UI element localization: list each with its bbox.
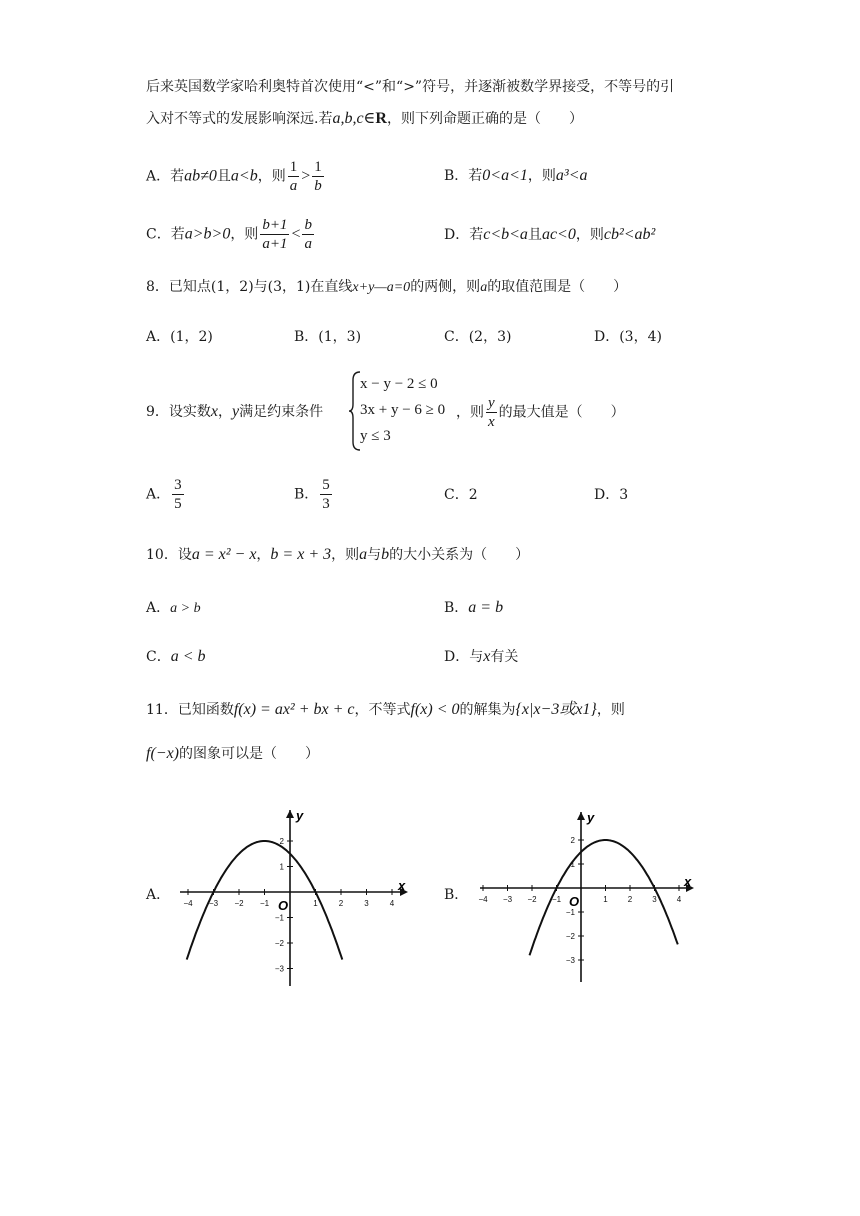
q11-stem: [146, 699, 625, 721]
q11-stem-2: [146, 743, 319, 765]
graph-a-x-tick-label: 2: [338, 899, 344, 908]
graph-a-origin-label: O: [278, 898, 289, 913]
graph-b-x-tick-label: −4: [478, 895, 488, 904]
q7-b-then: ，则: [527, 168, 556, 184]
q10-option-d[interactable]: [444, 646, 518, 668]
q7-option-d[interactable]: [444, 224, 655, 246]
q9-option-a[interactable]: [146, 476, 186, 513]
q7-a-frac2: $\frac{1}{b}$: [314, 159, 322, 194]
q10-option-a[interactable]: [146, 597, 201, 620]
graph-a-x-tick-label: −3: [208, 899, 219, 908]
graph-b-x-tick-label: −3: [502, 895, 513, 904]
q9-option-c[interactable]: C．2: [444, 487, 478, 503]
q7-c-frac1: $\frac{b+1}{a+1}$: [262, 217, 288, 252]
q7-a-gt: >: [301, 167, 311, 185]
q7-a-cond: ab≠0: [184, 167, 217, 185]
q7-d-label: D．若: [444, 227, 484, 243]
q8-stem: [146, 276, 627, 299]
q11-option-b-label[interactable]: B．: [444, 887, 469, 903]
q11-text-b: ，不等式: [354, 702, 411, 718]
q8-number: 8．已知点: [146, 279, 211, 295]
graph-b-x-tick-label: 3: [652, 895, 657, 904]
q8-option-a[interactable]: A．(1，2): [146, 329, 213, 345]
q10-var-b: b: [381, 546, 390, 563]
q11-graph-a[interactable]: [176, 806, 410, 990]
graph-a-y-arrow-icon: [286, 810, 294, 818]
q11-graph-b[interactable]: [476, 808, 696, 984]
q9-constraint-1: x − y − 2 ≤ 0: [360, 376, 438, 392]
q7-a-frac1: $\frac{1}{a}$: [289, 159, 298, 194]
graph-b-x-tick-label: 2: [627, 895, 633, 904]
q10-d-math: x: [483, 648, 491, 665]
q7-option-c[interactable]: [146, 216, 316, 253]
q10-option-c[interactable]: [146, 646, 206, 668]
q8-var-a: a: [480, 280, 488, 295]
q7-c-cond: a>b>0: [184, 225, 231, 243]
q7-d-then: ，则: [575, 227, 604, 243]
graph-a-y-label: y: [296, 808, 304, 823]
q8-option-b[interactable]: B．(1，3): [294, 329, 362, 345]
q7-d-and: 且: [527, 227, 542, 243]
q9-option-b[interactable]: [294, 476, 334, 513]
graph-a-x-label: x: [398, 878, 406, 893]
q7-c-label: C．若: [146, 226, 185, 243]
q9-var-y: y: [232, 403, 240, 420]
q8-line-eq: x+y—a=0: [352, 280, 411, 295]
q10-d-tail: 有关: [490, 649, 519, 665]
q7-a-label: A．若: [146, 168, 185, 185]
q10-number: 10．设: [146, 547, 192, 563]
graph-b-x-tick-label: −1: [551, 895, 562, 904]
graph-b-x-tick-label: −2: [527, 895, 537, 904]
q10-eq-a: a = x² − x: [191, 546, 257, 563]
intro-math: a,b,c∈: [332, 110, 376, 127]
graph-a-x-tick-label: 3: [364, 899, 369, 908]
graph-a-x-tick-label: 4: [389, 899, 395, 908]
q7-c-frac2: $\frac{b}{a}$: [304, 217, 312, 252]
q11-ineq: f(x) < 0: [410, 701, 460, 718]
q9-constraint-2: 3x + y − 6 ≥ 0: [360, 402, 446, 418]
q8-text-c: 的两侧，则: [410, 279, 481, 295]
q7-b-cond: 0<a<1: [482, 167, 528, 184]
intro-reals: R: [375, 110, 387, 127]
q9-a-label: A．: [146, 486, 171, 503]
q7-b-result: a³<a: [555, 167, 588, 184]
graph-a-x-tick-label: −2: [234, 899, 244, 908]
q9-constraints: [360, 371, 445, 449]
graph-b-y-tick-label: −3: [565, 956, 575, 965]
q7-a-then: ，则: [257, 168, 286, 185]
q11-neg-func: f(−x): [146, 745, 179, 762]
q7-b-label: B．若: [444, 168, 483, 184]
graph-b-x-tick-label: 1: [603, 895, 608, 904]
intro-text-2a: 入对不等式的发展影响深远.若: [146, 111, 333, 127]
q10-stem: [146, 544, 529, 566]
q10-option-b[interactable]: [444, 597, 503, 619]
graph-b-x-label: x: [684, 874, 692, 889]
q10-b-label: B．: [444, 600, 469, 616]
q10-text-b: ，则: [331, 547, 360, 563]
q8-option-c[interactable]: C．(2，3): [444, 329, 512, 345]
q7-option-a[interactable]: [146, 158, 326, 195]
q9-number: 9．设实数: [146, 404, 211, 420]
q11-text-c: 的解集为: [459, 702, 516, 718]
graph-a-y-tick-label: 1: [279, 862, 284, 872]
q10-a-math: a > b: [170, 601, 201, 616]
q11-option-a-label[interactable]: A．: [146, 887, 171, 903]
graph-b-y-tick-label: −1: [565, 908, 575, 917]
q9-sep: ，: [218, 404, 233, 420]
intro-line-1: [146, 76, 674, 98]
q9-b-frac: $\frac{5}{3}$: [322, 477, 330, 512]
q9-constraint-3: y ≤ 3: [360, 428, 391, 444]
q8-points: (1，2)与(3，1)在直线: [210, 279, 353, 295]
q9-stem-left: [146, 401, 323, 423]
graph-a-y-tick-label: −2: [274, 939, 284, 948]
q9-b-label: B．: [294, 486, 319, 503]
q10-a-label: A．: [146, 600, 171, 616]
graph-b-origin-label: O: [569, 894, 580, 909]
q7-d-cond: c<b<a: [483, 226, 528, 243]
intro-text-1: 后来英国数学家哈利奥特首次使用“<”和“>”符号，并逐渐被数学界接受，不等号的引: [146, 79, 675, 95]
q7-c-then: ，则: [230, 226, 259, 243]
q10-b-math: a = b: [468, 599, 504, 616]
q9-a-frac: $\frac{3}{5}$: [174, 477, 182, 512]
q9-text-c: ，则: [456, 404, 484, 421]
q10-text-c: 与: [367, 547, 382, 563]
q7-option-b[interactable]: [444, 165, 587, 187]
graph-a-y-tick-label: −3: [274, 964, 284, 974]
graph-a-x-tick-label: −4: [183, 899, 193, 908]
graph-a-x-tick-label: −1: [259, 899, 270, 908]
q9-var-x: x: [210, 403, 219, 420]
q10-c-math: a < b: [170, 648, 206, 665]
graph-b-y-label: y: [587, 810, 595, 825]
graph-a-x-tick-label: 1: [313, 899, 318, 908]
q9-text-b: 满足约束条件: [239, 404, 324, 420]
intro-line-2: [146, 108, 583, 130]
intro-text-2b: ，则下列命题正确的是（ ）: [386, 111, 583, 127]
graph-a-y-tick-label: 2: [279, 837, 284, 846]
q10-d-label: D．与: [444, 649, 484, 665]
q9-frac: $\frac{y}{x}$: [488, 395, 495, 430]
q7-a-and: 且: [216, 168, 231, 185]
graph-b-y-tick-label: −2: [565, 932, 575, 941]
q11-text-d: ，则: [596, 702, 625, 718]
graph-b-y-arrow-icon: [577, 812, 585, 820]
q10-c-label: C．: [146, 649, 171, 665]
graph-b-y-tick-label: 2: [570, 836, 575, 845]
q7-a-cond2: a<b: [230, 167, 258, 185]
q7-c-lt: <: [291, 225, 301, 243]
q11-text-2: 的图象可以是（ ）: [179, 746, 319, 762]
q10-text-d: 的大小关系为（ ）: [389, 547, 530, 563]
q10-var-a: a: [359, 546, 368, 563]
q9-text-d: 的最大值是（ ）: [498, 404, 625, 421]
q11-func: f(x) = ax² + bx + c: [233, 701, 355, 718]
q9-option-d[interactable]: D．3: [594, 487, 629, 503]
q11-number: 11．已知函数: [146, 702, 234, 718]
q7-d-result: cb²<ab²: [603, 226, 656, 243]
q11-set: {x|x−3或x1}: [515, 701, 597, 718]
graph-b-x-tick-label: 4: [676, 895, 682, 904]
graph-b-y-tick-label: 1: [570, 860, 575, 869]
q8-text-d: 的取值范围是（ ）: [487, 279, 628, 295]
graph-a-y-tick-label: −1: [274, 913, 284, 923]
q9-stem-right: [456, 394, 625, 431]
q7-d-cond2: ac<0: [541, 226, 576, 243]
q10-eq-b: b = x + 3: [270, 546, 332, 563]
q8-option-d[interactable]: D．(3，4): [594, 329, 662, 345]
q10-sep: ，: [256, 547, 271, 563]
